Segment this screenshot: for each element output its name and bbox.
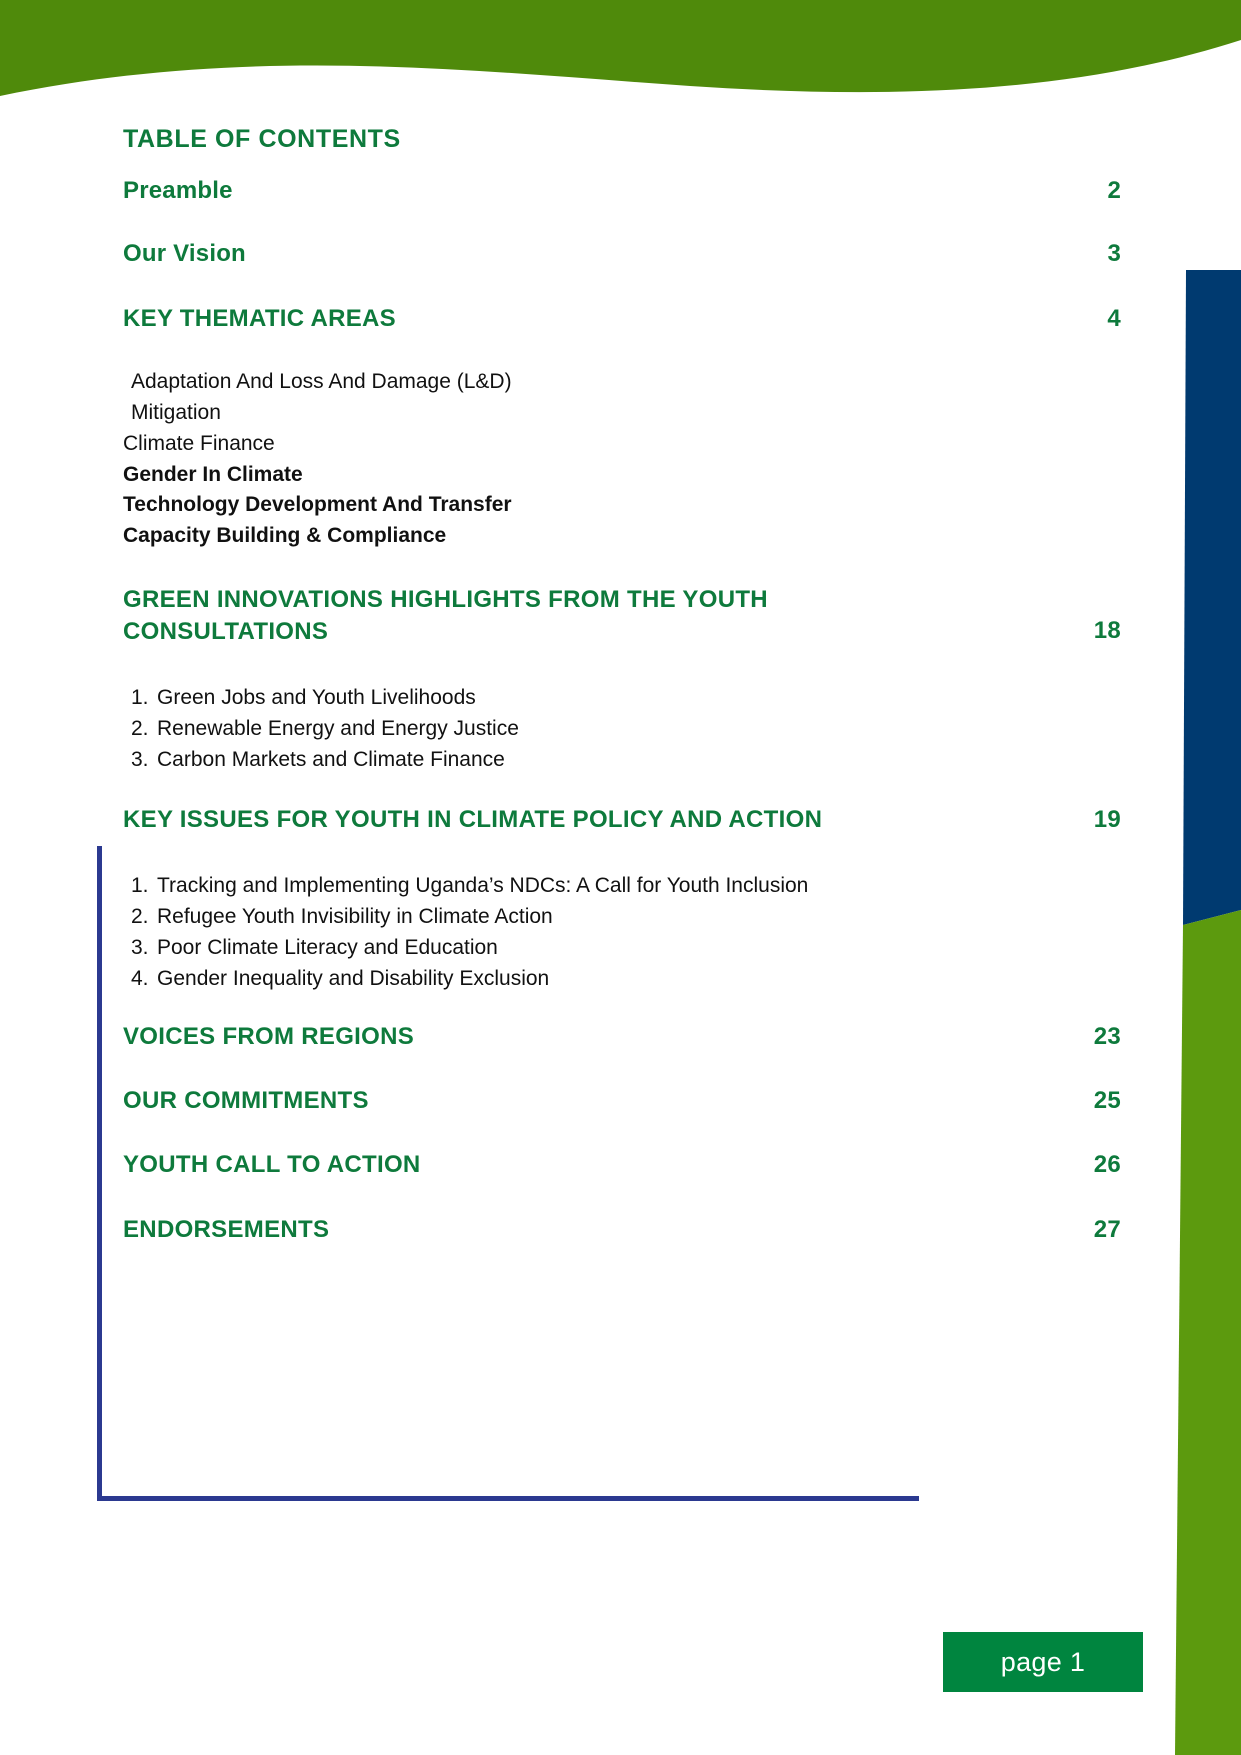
list-item: Technology Development And Transfer	[123, 493, 512, 517]
toc-entry-label: Our Vision	[123, 240, 246, 267]
toc-entry-page: 23	[1093, 1023, 1121, 1050]
toc-entry-page: 18	[1093, 617, 1121, 644]
toc-entry-page: 25	[1093, 1087, 1121, 1114]
toc-entry-label: YOUTH CALL TO ACTION	[123, 1151, 421, 1178]
list-item: Capacity Building & Compliance	[123, 524, 447, 548]
toc-entry-endorsements[interactable]	[123, 1216, 1123, 1244]
list-item	[131, 682, 1031, 713]
list-item-number: 3.	[131, 748, 149, 772]
toc-entry-our-vision[interactable]	[123, 240, 1123, 268]
key-issues-list	[131, 870, 1031, 994]
page-badge-label: page 1	[1000, 1646, 1086, 1677]
toc-entry-page: 3	[1107, 240, 1121, 267]
list-item	[131, 870, 1031, 901]
list-item: Climate Finance	[123, 431, 275, 455]
toc-entry-label: Preamble	[123, 177, 233, 204]
list-item: Gender In Climate	[123, 462, 303, 486]
toc-entry-page: 4	[1107, 305, 1121, 332]
list-item-text: Tracking and Implementing Uganda’s NDCs: A Call for Youth Inclusion	[157, 874, 809, 897]
list-item: Mitigation	[131, 400, 221, 424]
toc-entry-page: 26	[1093, 1151, 1121, 1178]
toc-entry-our-commitments[interactable]	[123, 1087, 1123, 1115]
toc-entry-label: VOICES FROM REGIONS	[123, 1023, 415, 1050]
right-edge-decoration	[1169, 270, 1241, 1755]
list-item-number: 3.	[131, 936, 149, 960]
list-item: Adaptation And Loss And Damage (L&D)	[131, 370, 512, 393]
toc-entry-label-line1: GREEN INNOVATIONS HIGHLIGHTS FROM THE YOUTH	[123, 586, 768, 613]
toc-entry-label: KEY THEMATIC AREAS	[123, 305, 396, 332]
list-item-text: Refugee Youth Invisibility in Climate Action	[157, 905, 553, 929]
toc-entry-label: ENDORSEMENTS	[123, 1216, 330, 1243]
toc-entry-key-issues[interactable]	[123, 806, 1123, 834]
toc-entry-preamble[interactable]	[123, 177, 1123, 205]
page-title: TABLE OF CONTENTS	[123, 125, 401, 153]
list-item-number: 4.	[131, 967, 149, 991]
page-number-badge	[943, 1632, 1143, 1692]
toc-entry-youth-call-to-action[interactable]	[123, 1151, 1123, 1179]
toc-entry-green-innovations[interactable]	[123, 584, 1123, 647]
toc-entry-page: 2	[1107, 177, 1121, 204]
list-item-text: Renewable Energy and Energy Justice	[157, 717, 519, 741]
list-item-text: Gender Inequality and Disability Exclusion	[157, 967, 550, 991]
list-item-number: 1.	[131, 686, 149, 709]
bottom-horizontal-rule	[97, 1496, 919, 1501]
green-innovations-list	[131, 682, 1031, 775]
left-vertical-rule	[97, 846, 102, 1501]
list-item-text: Carbon Markets and Climate Finance	[157, 748, 505, 772]
list-item-text: Poor Climate Literacy and Education	[157, 936, 498, 960]
toc-entry-label: KEY ISSUES FOR YOUTH IN CLIMATE POLICY AND ACTION	[123, 806, 823, 833]
list-item	[131, 963, 1031, 994]
list-item	[131, 901, 1031, 932]
toc-entry-page: 19	[1093, 806, 1121, 833]
thematic-areas-list	[123, 367, 1031, 552]
list-item	[131, 744, 1031, 775]
toc-entry-key-thematic-areas[interactable]	[123, 305, 1123, 333]
list-item-number: 2.	[131, 717, 149, 741]
toc-entry-label: OUR COMMITMENTS	[123, 1087, 369, 1114]
list-item	[131, 932, 1031, 963]
top-wave-decoration	[0, 0, 1241, 110]
toc-entry-label-line2: CONSULTATIONS	[123, 617, 329, 645]
list-item-number: 1.	[131, 874, 149, 897]
list-item-number: 2.	[131, 905, 149, 929]
toc-entry-page: 27	[1093, 1216, 1121, 1243]
list-item-text: Green Jobs and Youth Livelihoods	[157, 686, 476, 709]
toc-entry-voices-from-regions[interactable]	[123, 1023, 1123, 1051]
list-item	[131, 713, 1031, 744]
